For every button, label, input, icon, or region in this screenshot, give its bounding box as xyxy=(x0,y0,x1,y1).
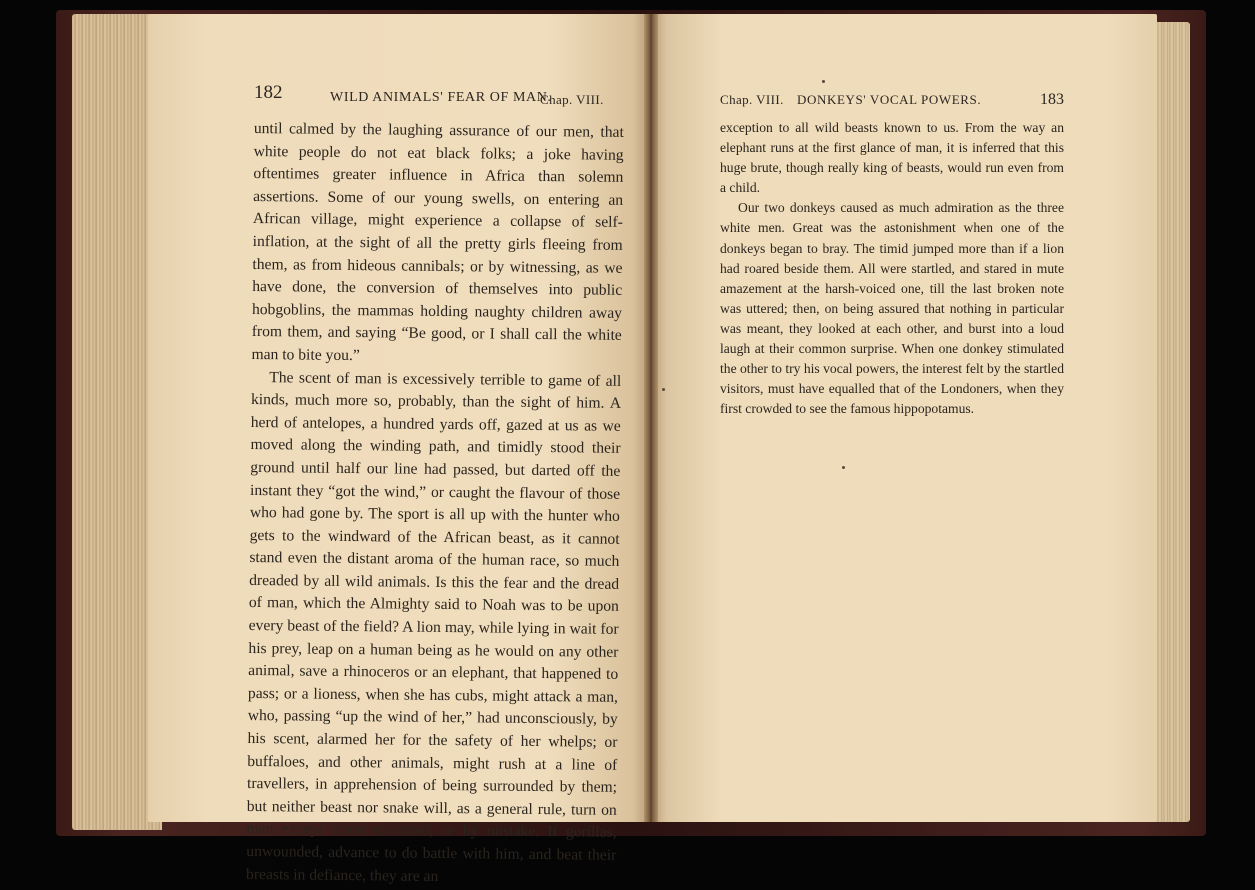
left-paragraph: The scent of man is excessively terrible to game of all kinds, much more so, probably, than the sight of him. A herd of antelopes, a hundred yards off, gazed at us as we moved along the winding path, and timidly stood their ground until half our line had passed, but darted off the instant they “got the wind,” or caught the flavour of those who had gone by. The sport is all up with the hunter who gets to the windward of the African beast, as it cannot stand even the distant aroma of the human race, so much dreaded by all wild animals. Is this the fear and the dread of man, which the Almighty said to Noah was to be upon every beast of the field? A lion may, while lying in wait for his prey, leap on a human being as he would on any other animal, save a rhinoceros or an elephant, that happened to pass; or a lioness, when she has cubs, might attack a man, who, passing “up the wind of her,” had unconsciously, by his scent, alarmed her for the safety of her whelps; or buffaloes, and other animals, might rush at a line of travellers, in apprehension of being surrounded by them; but neither beast nor snake will, as a general rule, turn on man except when wounded, or by mistake. If gorillas, unwounded, advance to do battle with him, and beat their breasts in defiance, they are an xyxy=(245,368,622,885)
paper-speck xyxy=(842,466,845,469)
left-running-title: WILD ANIMALS' FEAR OF MAN. xyxy=(330,90,552,105)
right-running-title: DONKEYS' VOCAL POWERS. xyxy=(797,92,982,107)
left-paragraph: until calmed by the laughing assurance of our men, that white people do not eat black folks; a joke having oftentimes greater influence in Africa than solemn assertions. Some of our young swells, on entering an African village, might experience a collapse of self-inflation, at the sight of all the pretty girls fleeing from them, as from hideous cannibals; or by witnessing, as we have done, the conversion of themselves into public hobgoblins, the mammas holding naughty children away from them, and saying “Be good, or I shall call the white man to bite you.” xyxy=(251,119,624,365)
paper-speck xyxy=(662,388,665,391)
left-chapter-label: Chap. VIII. xyxy=(540,92,604,107)
right-page-body xyxy=(720,118,1064,419)
left-page-body xyxy=(246,118,624,890)
book-gutter xyxy=(644,14,658,822)
right-paragraph: Our two donkeys caused as much admiration as the three white men. Great was the astonishment when one of the donkeys began to bray. The timid jumped more than if a lion had roared beside them. All were startled, and stared in mute amazement at the harsh-voiced one, till the last broken note was uttered; then, on being assured that nothing in particular was meant, they looked at each other, and burst into a loud laugh at their common surprise. When one donkey stimulated the other to try his vocal powers, the interest felt by the startled visitors, must have equalled that of the Londoners, when they first crowded to see the famous hippopotamus. xyxy=(720,200,1064,417)
left-page-number: 182 xyxy=(254,82,283,103)
right-paragraph: exception to all wild beasts known to us. From the way an elephant runs at the first glance of man, it is inferred that this huge brute, though really king of beasts, would run even from a child. xyxy=(720,120,1064,196)
right-page-number: 183 xyxy=(1040,91,1064,108)
paper-speck xyxy=(822,80,825,83)
right-chapter-label: Chap. VIII. xyxy=(720,92,784,107)
